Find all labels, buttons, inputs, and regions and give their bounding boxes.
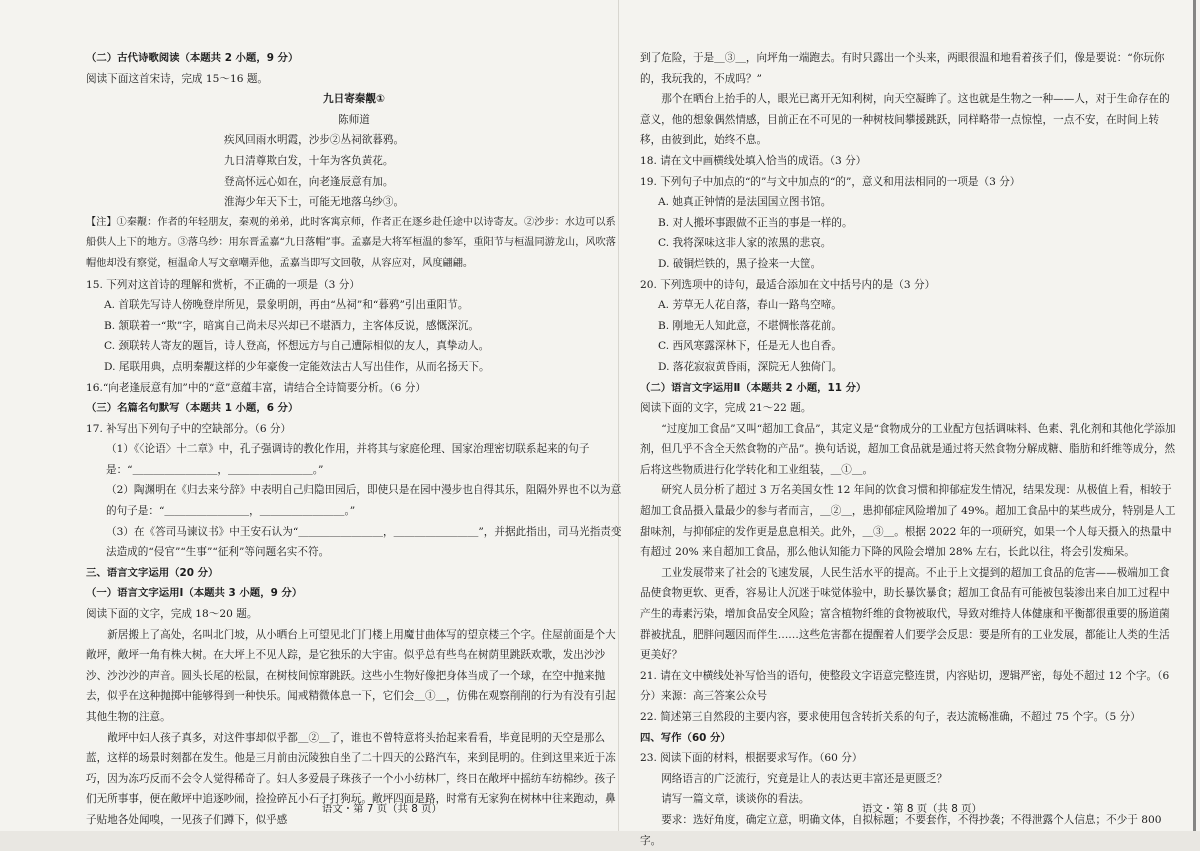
right-text-line: B. 刚地无人知此意，不堪惆怅落花前。 xyxy=(658,319,843,332)
left-text-line: （1）《〈论语〉十二章》中，孔子强调诗的教化作用，并将其与家庭伦理、国家治理密切联系起来的句子是：“＿＿＿＿＿＿＿＿，＿＿＿＿＿＿＿＿。” xyxy=(106,443,590,476)
right-text-line: C. 西风寒露深林下，任是无人也自香。 xyxy=(658,340,842,353)
right-text-line: 那个在晒台上抬手的人，眼光已离开无知利树，向天空凝眸了。这也就是生物之一种——人，对于生命存在的意义，他的想象偶然情感，目前正在不可见的一种树枝间攀援跳跃，同样略带一点惊惶，一点不安，在时间上转移，由彼到此，始终不息。 xyxy=(640,93,1170,147)
page-7-column xyxy=(86,48,622,831)
left-text-line: （二）古代诗歌阅读（本题共 2 小题，9 分） xyxy=(86,52,299,64)
right-text-line: 19. 下列句子中加点的“的”与文中加点的“的”，意义和用法相同的一项是（3 分） xyxy=(640,175,1021,188)
left-text-line: B. 颔联着一“欺”字，暗寓自己尚未尽兴却已不堪酒力，主客体反说，感慨深沉。 xyxy=(104,319,479,332)
left-text-line: 九日寄秦觏① xyxy=(323,93,385,106)
left-text-line: 16.“向老逢辰意有加”中的“意”意蕴丰富，请结合全诗简要分析。（6 分） xyxy=(86,381,426,394)
page-7-footer: 语文・第 7 页（共 8 页） xyxy=(322,803,442,815)
left-text-line: 九日清尊欺白发，十年为客负黄花。 xyxy=(224,154,394,167)
right-text-line: 18. 请在文中画横线处填入恰当的成语。（3 分） xyxy=(640,154,867,167)
right-text-line: D. 破铜烂铁的，黑子捡来一大筐。 xyxy=(658,257,822,270)
right-text-line: 21. 请在文中横线处补写恰当的语句，使整段文字语意完整连贯，内容贴切，逻辑严密，每处不超过 12 个字。（6 分）来源：高三答案公众号 xyxy=(640,669,1170,703)
left-text-line: A. 首联先写诗人傍晚登岸所见，景象明朗，再由“丛祠”和“暮鸦”引出重阳节。 xyxy=(104,299,469,312)
right-text-line: B. 对人搬坏事跟做不正当的事是一样的。 xyxy=(658,216,853,229)
left-text-line: 【注】①秦觏：作者的年轻朋友，秦观的弟弟，此时客寓京师，作者正在逐乡赴任途中以诗寄友。②沙步：水边可以系船供人上下的地方。③落乌纱：用东晋孟嘉“九日落帽”事。孟嘉是大将军桓温的参军，重阳节与桓温同游龙山，风吹落帽他却没有察觉，桓温命人写文章嘲弄他，孟嘉当即写文回敬，从容应对，风度翩翩。 xyxy=(86,216,616,269)
right-text-line: 请写一篇文章，谈谈你的看法。 xyxy=(661,793,810,806)
left-text-line: 三、语言文字运用（20 分） xyxy=(86,566,219,579)
left-text-line: 15. 下列对这首诗的理解和赏析，不正确的一项是（3 分） xyxy=(86,278,360,291)
left-text-line: 17. 补写出下列句子中的空缺部分。（6 分） xyxy=(86,422,292,435)
right-text-line: （二）语言文字运用Ⅱ（本题共 2 小题，11 分） xyxy=(640,381,867,394)
right-text-line: 要求：选好角度，确定立意，明确文体，自拟标题；不要套作，不得抄袭；不得泄露个人信息；不少于 800 字。 xyxy=(640,813,1162,847)
right-text-line: 23. 阅读下面的材料，根据要求写作。（60 分） xyxy=(640,752,863,765)
right-text-line: 22. 简述第三自然段的主要内容，要求使用包含转折关系的句子，表达流畅准确，不超过 75 个字。（5 分） xyxy=(640,711,1141,723)
left-text-line: C. 颈联转人寄友的题旨，诗人登高，怀想远方与自己遭际相似的友人，真挚动人。 xyxy=(104,340,490,353)
page-8-column xyxy=(640,48,1176,851)
left-text-line: （3）在《答司马谏议书》中王安石认为“＿＿＿＿＿＿＿＿，＿＿＿＿＿＿＿＿”，并据此指出，司马光指责变法造成的“侵官”“生事”“征利”等问题名实不符。 xyxy=(106,525,622,559)
left-text-line: 淮海少年天下士，可能无地落乌纱③。 xyxy=(224,196,405,209)
right-text-line: 研究人员分析了超过 3 万名美国女性 12 年间的饮食习惯和抑郁症发生情况，结果发现：从极值上看，相较于超加工食品摄入量最少的参与者而言，＿②＿，患抑郁症风险增加了 49%。超加工食品中的某些成分，特别是人工甜味剂，与抑郁症的发作更是息息相关。此外，＿③＿。根据 2022 年的一项研究，如果一个人每天摄入的热量中有超过 20% 来自超加工食品，那么他认知能力下降的风险会增加 28% 左右，长此以往，将会引发痴呆。 xyxy=(640,484,1176,559)
left-text-line: （2）陶渊明在《归去来兮辞》中表明自己归隐田园后，即使只是在园中漫步也自得其乐，阻隔外界也不以为意的句子是：“＿＿＿＿＿＿＿＿，＿＿＿＿＿＿＿＿。” xyxy=(106,484,622,518)
right-text-line: 阅读下面的文字，完成 21～22 题。 xyxy=(640,402,812,415)
page-8-footer: 语文・第 8 页（共 8 页） xyxy=(862,803,982,815)
right-text-line: 20. 下列选项中的诗句，最适合添加在文中括号内的是（3 分） xyxy=(640,278,936,291)
scan-edge xyxy=(1193,0,1196,831)
left-text-line: 阅读下面这首宋诗，完成 15～16 题。 xyxy=(86,72,269,85)
left-text-line: 敞坪中妇人孩子真多，对这件事却似乎都＿②＿了，谁也不曾特意将头抬起来看看，毕竟昆明的天空是那么蓝，这样的场景时刻都在发生。他是三月前由沅陵独自坐了二十四天的公路汽车，来到昆明的。住到这里来近于冻巧，因为冻巧反而不会令人觉得稀奇了。妇人多爱晨子珠孩子一个小小纺林厂，终日在敞坪中摇纺车纺棉纱。孩子们无所事事，便在敞坪中追逐吵闹，捡捡碎瓦小石子打狗玩。敞坪四面是路，时常有无家狗在树林中往来跑动，鼻子贴地各处闻嗅，一见孩子们蹲下，似乎感 xyxy=(86,731,616,826)
left-text-line: 陈师道 xyxy=(338,113,370,126)
right-text-line: A. 她真正钟情的是法国国立图书馆。 xyxy=(658,196,832,209)
right-text-line: 工业发展带来了社会的飞速发展，人民生活水平的提高。不止于上文提到的超加工食品的危害——极端加工食品使食物更软、更香，容易让人沉迷于味觉体验中，助长暴饮暴食；超加工食品有可能被包装渗出来自加工过程中产生的毒素污染，增加食品安全风险；富含植物纤维的食物被取代，导致对维持人体健康和平衡都很重要的肠道菌群被扰乱，肥胖问题因而伴生……这些危害都在提醒着人们要学会反思：要是所有的工业发展，都能让人类的生活更美好？ xyxy=(640,566,1170,662)
left-text-line: （三）名篇名句默写（本题共 1 小题，6 分） xyxy=(86,402,299,415)
left-text-line: D. 尾联用典，点明秦觏这样的少年豪俊一定能效法古人写出佳作，从而名扬天下。 xyxy=(104,360,490,373)
left-text-line: （一）语言文字运用Ⅰ（本题共 3 小题，9 分） xyxy=(86,587,303,600)
right-text-line: 网络语言的广泛流行，究竟是让人的表达更丰富还是更匮乏？ xyxy=(661,772,948,785)
right-text-line: 到了危险，于是＿③＿，向坪角一端跑去。有时只露出一个头来，两眼很温和地看着孩子们，像是要说：“你玩你的，我玩我的，不成吗？” xyxy=(640,52,1165,85)
left-text-line: 阅读下面的文字，完成 18～20 题。 xyxy=(86,608,258,621)
right-text-line: C. 我将深味这非人家的浓黑的悲哀。 xyxy=(658,237,832,250)
right-text-line: “过度加工食品”又叫“超加工食品”，其定义是“食物成分的工业配方包括调味料、色素、乳化剂和其他化学添加剂，但几乎不含全天然食物的产品”。换句话说，超加工食品就是通过将天然食物分解成糖、脂肪和纤维等成分，然后将这些物质进行化学转化和工业组装，＿①＿。 xyxy=(640,422,1176,476)
right-text-line: A. 芳草无人花自落，春山一路鸟空啼。 xyxy=(658,299,842,312)
left-text-line: 登高怀远心如在，向老逢辰意有加。 xyxy=(224,175,394,188)
right-text-line: 四、写作（60 分） xyxy=(640,731,731,744)
left-text-line: 疾风回雨水明霞，沙步②丛祠欲暮鸦。 xyxy=(224,134,405,147)
left-text-line: 新居搬上了高处，名叫北门坡，从小晒台上可望见北门门楼上用魔甘曲体写的望京楼三个字。住屋前面是个大敞坪，敞坪一角有株大树。在大坪上不见人踪，是它独乐的大宇宙。似乎总有些鸟在树荫里跳跃欢歌，发出沙沙沙、沙沙沙的声音。圆头长尾的松鼠，在树枝间惊窜跳跃。这些小生物好像把身体当成了一个球，在空中抛来抛去，似乎在这种抛掷中能够得到一种快乐。闻戒精微体息一下，它们会＿①＿，仿佛在观察削削的行为有没有引起其他生物的注意。 xyxy=(86,628,616,723)
right-text-line: D. 落花寂寂黄昏雨，深院无人独倚门。 xyxy=(658,360,843,373)
